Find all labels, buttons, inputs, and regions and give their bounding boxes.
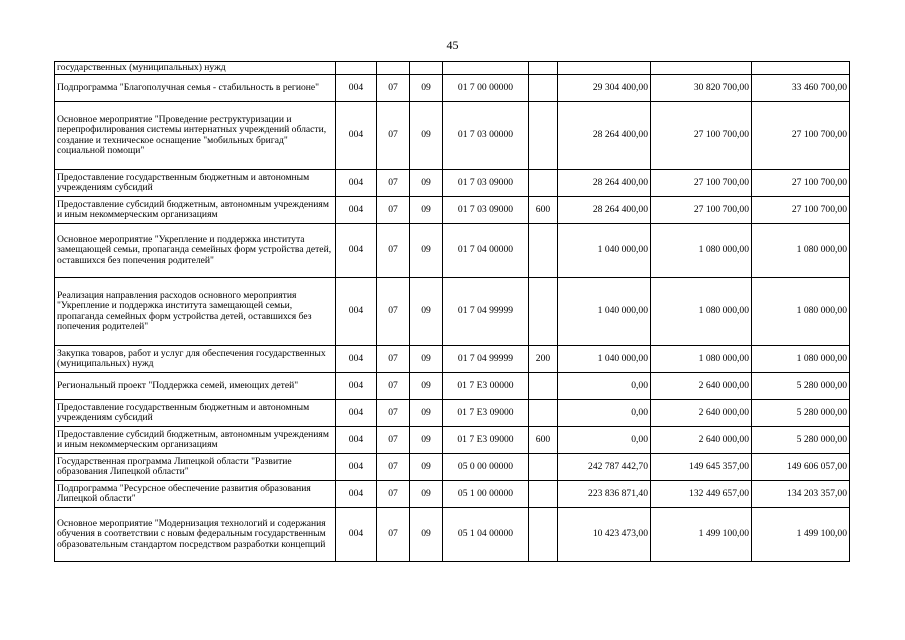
row-name: Основное мероприятие "Модернизация технологий и содержания обучения в соответствии с новым федеральным государственным образовательным стандартом посредством разработки концепций (55, 508, 336, 562)
amount-year-2: 2 640 000,00 (651, 427, 752, 454)
row-name: Подпрограмма "Благополучная семья - стабильность в регионе" (55, 75, 336, 102)
amount-year-3: 149 606 057,00 (752, 454, 850, 481)
section-code (377, 62, 410, 75)
amount-year-3: 1 080 000,00 (752, 278, 850, 346)
amount-year-1: 28 264 400,00 (558, 102, 651, 170)
target-article-code: 05 0 00 00000 (443, 454, 529, 481)
row-name: Основное мероприятие "Укрепление и поддержка института замещающей семьи, пропаганда семейных форм устройства детей, оставшихся без попечения родителей" (55, 224, 336, 278)
table-row (55, 75, 850, 102)
grbs-code: 004 (336, 346, 377, 373)
table-row (55, 278, 850, 346)
subsection-code: 09 (410, 373, 443, 400)
expense-type-code (529, 278, 558, 346)
row-name: Предоставление субсидий бюджетным, автономным учреждениям и иным некоммерческим организациям (55, 427, 336, 454)
amount-year-2: 132 449 657,00 (651, 481, 752, 508)
expense-type-code: 600 (529, 197, 558, 224)
amount-year-2: 27 100 700,00 (651, 197, 752, 224)
amount-year-1: 223 836 871,40 (558, 481, 651, 508)
target-article-code: 01 7 04 99999 (443, 346, 529, 373)
amount-year-3: 5 280 000,00 (752, 373, 850, 400)
target-article-code: 01 7 Е3 09000 (443, 427, 529, 454)
amount-year-3: 27 100 700,00 (752, 197, 850, 224)
amount-year-3: 1 080 000,00 (752, 224, 850, 278)
subsection-code: 09 (410, 427, 443, 454)
amount-year-2: 1 080 000,00 (651, 224, 752, 278)
amount-year-3: 1 080 000,00 (752, 346, 850, 373)
amount-year-1: 1 040 000,00 (558, 278, 651, 346)
amount-year-1: 0,00 (558, 373, 651, 400)
amount-year-3: 27 100 700,00 (752, 102, 850, 170)
subsection-code: 09 (410, 224, 443, 278)
amount-year-1: 242 787 442,70 (558, 454, 651, 481)
target-article-code: 01 7 03 09000 (443, 170, 529, 197)
grbs-code: 004 (336, 373, 377, 400)
section-code: 07 (377, 224, 410, 278)
row-name: Закупка товаров, работ и услуг для обеспечения государственных (муниципальных) нужд (55, 346, 336, 373)
grbs-code: 004 (336, 102, 377, 170)
table-row (55, 346, 850, 373)
table-row (55, 508, 850, 562)
expense-type-code (529, 481, 558, 508)
amount-year-3: 5 280 000,00 (752, 400, 850, 427)
grbs-code: 004 (336, 400, 377, 427)
amount-year-3: 134 203 357,00 (752, 481, 850, 508)
amount-year-2: 2 640 000,00 (651, 400, 752, 427)
amount-year-1 (558, 62, 651, 75)
amount-year-2: 27 100 700,00 (651, 170, 752, 197)
row-name: Предоставление государственным бюджетным и автономным учреждениям субсидий (55, 400, 336, 427)
expense-type-code (529, 373, 558, 400)
grbs-code: 004 (336, 508, 377, 562)
target-article-code: 01 7 00 00000 (443, 75, 529, 102)
section-code: 07 (377, 481, 410, 508)
amount-year-1: 0,00 (558, 400, 651, 427)
section-code: 07 (377, 400, 410, 427)
amount-year-2: 1 499 100,00 (651, 508, 752, 562)
expense-type-code: 200 (529, 346, 558, 373)
row-name: Государственная программа Липецкой области "Развитие образования Липецкой области" (55, 454, 336, 481)
amount-year-2: 30 820 700,00 (651, 75, 752, 102)
section-code: 07 (377, 278, 410, 346)
amount-year-3: 5 280 000,00 (752, 427, 850, 454)
target-article-code: 01 7 Е3 00000 (443, 373, 529, 400)
amount-year-1: 1 040 000,00 (558, 346, 651, 373)
table-row (55, 170, 850, 197)
table-body (55, 62, 850, 562)
amount-year-1: 28 264 400,00 (558, 197, 651, 224)
expense-type-code (529, 62, 558, 75)
row-name: Предоставление государственным бюджетным и автономным учреждениям субсидий (55, 170, 336, 197)
row-name: Основное мероприятие "Проведение реструктуризации и перепрофилирования системы интернатных учреждений области, создание и техническое оснащение "мобильных бригад" социальной помощи" (55, 102, 336, 170)
section-code: 07 (377, 373, 410, 400)
table-row (55, 427, 850, 454)
amount-year-2 (651, 62, 752, 75)
row-name: Региональный проект "Поддержка семей, имеющих детей" (55, 373, 336, 400)
amount-year-3: 1 499 100,00 (752, 508, 850, 562)
subsection-code: 09 (410, 170, 443, 197)
target-article-code: 01 7 04 99999 (443, 278, 529, 346)
row-name: государственных (муниципальных) нужд (55, 62, 336, 75)
table-row (55, 454, 850, 481)
subsection-code: 09 (410, 278, 443, 346)
table-row (55, 102, 850, 170)
budget-table (54, 61, 850, 562)
table-row (55, 197, 850, 224)
expense-type-code (529, 508, 558, 562)
amount-year-1: 28 264 400,00 (558, 170, 651, 197)
grbs-code: 004 (336, 481, 377, 508)
section-code: 07 (377, 75, 410, 102)
amount-year-2: 27 100 700,00 (651, 102, 752, 170)
subsection-code (410, 62, 443, 75)
amount-year-2: 1 080 000,00 (651, 278, 752, 346)
grbs-code: 004 (336, 197, 377, 224)
table-row (55, 62, 850, 75)
section-code: 07 (377, 197, 410, 224)
amount-year-2: 1 080 000,00 (651, 346, 752, 373)
amount-year-3 (752, 62, 850, 75)
expense-type-code (529, 102, 558, 170)
subsection-code: 09 (410, 75, 443, 102)
grbs-code (336, 62, 377, 75)
amount-year-1: 10 423 473,00 (558, 508, 651, 562)
target-article-code (443, 62, 529, 75)
table-row (55, 224, 850, 278)
target-article-code: 05 1 04 00000 (443, 508, 529, 562)
subsection-code: 09 (410, 508, 443, 562)
grbs-code: 004 (336, 170, 377, 197)
target-article-code: 01 7 03 09000 (443, 197, 529, 224)
amount-year-2: 2 640 000,00 (651, 373, 752, 400)
subsection-code: 09 (410, 481, 443, 508)
row-name: Подпрограмма "Ресурсное обеспечение развития образования Липецкой области" (55, 481, 336, 508)
page-number: 45 (446, 38, 459, 52)
target-article-code: 01 7 03 00000 (443, 102, 529, 170)
target-article-code: 05 1 00 00000 (443, 481, 529, 508)
row-name: Предоставление субсидий бюджетным, автономным учреждениям и иным некоммерческим организациям (55, 197, 336, 224)
amount-year-1: 29 304 400,00 (558, 75, 651, 102)
amount-year-2: 149 645 357,00 (651, 454, 752, 481)
grbs-code: 004 (336, 427, 377, 454)
grbs-code: 004 (336, 224, 377, 278)
section-code: 07 (377, 346, 410, 373)
table-row (55, 481, 850, 508)
subsection-code: 09 (410, 197, 443, 224)
section-code: 07 (377, 427, 410, 454)
amount-year-3: 33 460 700,00 (752, 75, 850, 102)
amount-year-1: 0,00 (558, 427, 651, 454)
expense-type-code (529, 400, 558, 427)
subsection-code: 09 (410, 346, 443, 373)
expense-type-code (529, 75, 558, 102)
section-code: 07 (377, 454, 410, 481)
amount-year-1: 1 040 000,00 (558, 224, 651, 278)
target-article-code: 01 7 Е3 09000 (443, 400, 529, 427)
section-code: 07 (377, 170, 410, 197)
expense-type-code (529, 454, 558, 481)
grbs-code: 004 (336, 454, 377, 481)
expense-type-code (529, 224, 558, 278)
grbs-code: 004 (336, 75, 377, 102)
expense-type-code (529, 170, 558, 197)
section-code: 07 (377, 508, 410, 562)
grbs-code: 004 (336, 278, 377, 346)
row-name: Реализация направления расходов основного мероприятия "Укрепление и поддержка института замещающей семьи, пропаганда семейных форм устройства детей, оставшихся без попечения родителей" (55, 278, 336, 346)
table-row (55, 400, 850, 427)
amount-year-3: 27 100 700,00 (752, 170, 850, 197)
target-article-code: 01 7 04 00000 (443, 224, 529, 278)
table-row (55, 373, 850, 400)
subsection-code: 09 (410, 454, 443, 481)
subsection-code: 09 (410, 400, 443, 427)
expense-type-code: 600 (529, 427, 558, 454)
subsection-code: 09 (410, 102, 443, 170)
section-code: 07 (377, 102, 410, 170)
